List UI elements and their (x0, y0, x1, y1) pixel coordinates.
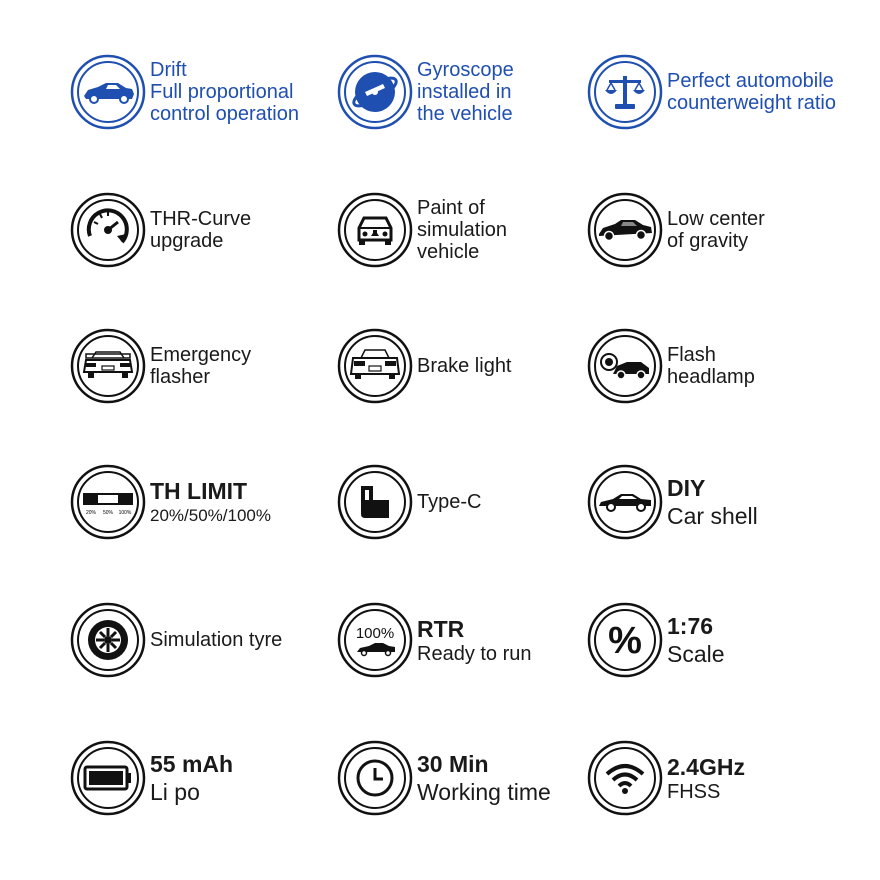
feature-headlamp (587, 326, 827, 406)
feature-emergency-flasher-text (150, 326, 251, 406)
feature-line: flasher (150, 366, 211, 388)
car-shell-icon (587, 464, 663, 540)
speedometer-icon (70, 192, 146, 268)
feature-battery-text (150, 738, 233, 818)
feature-frequency-text (667, 738, 745, 818)
gauge-label: 20% (85, 510, 97, 516)
battery-icon (70, 740, 146, 816)
feature-brake-light-text (417, 326, 512, 406)
feature-paint (337, 190, 577, 270)
feature-line: control operation (150, 103, 299, 125)
car-paint-icon (337, 192, 413, 268)
feature-rtr (337, 600, 577, 680)
feature-line: 2.4GHz (667, 754, 745, 780)
feature-type-c-text (417, 462, 481, 542)
usb-type-c-icon (337, 464, 413, 540)
gauge-label: 50% (102, 510, 114, 516)
feature-line: Type-C (417, 491, 482, 513)
feature-line: the vehicle (417, 103, 513, 125)
feature-line: Paint of (417, 197, 485, 219)
feature-line: Flash (667, 344, 716, 366)
feature-scale (587, 600, 827, 680)
gyroscope-icon (337, 54, 413, 130)
feature-line: headlamp (667, 366, 755, 388)
feature-type-c (337, 462, 577, 542)
feature-line: 55 mAh (150, 751, 234, 777)
feature-frequency (587, 738, 827, 818)
emergency-flasher-icon (70, 328, 146, 404)
wifi-signal-icon (587, 740, 663, 816)
feature-line: 20%/50%/100% (150, 506, 271, 525)
feature-line: FHSS (667, 781, 721, 803)
feature-line: Ready to run (417, 643, 532, 665)
feature-line: of gravity (667, 230, 749, 252)
feature-rtr-text (417, 600, 532, 680)
feature-line: Full proportional (150, 81, 294, 103)
feature-line: Scale (667, 641, 725, 667)
feature-drift-text (150, 52, 299, 132)
feature-working-time (337, 738, 587, 818)
feature-line: Drift (150, 59, 187, 81)
feature-drift (70, 52, 330, 132)
feature-scale-text (667, 600, 725, 680)
feature-thr-curve-text (150, 190, 251, 270)
rtr-icon (337, 602, 413, 678)
feature-line: Gyroscope (417, 59, 514, 81)
clock-icon (337, 740, 413, 816)
throttle-limit-icon (70, 464, 146, 540)
feature-battery (70, 738, 310, 818)
drift-car-icon (70, 54, 146, 130)
feature-counterweight (587, 52, 872, 132)
gauge-label: 100% (118, 510, 132, 516)
feature-line: 1:76 (667, 613, 714, 639)
balance-scale-icon (587, 54, 663, 130)
feature-line: upgrade (150, 230, 224, 252)
feature-line: THR-Curve (150, 208, 252, 230)
feature-th-limit-text (150, 462, 271, 542)
feature-line: RTR (417, 616, 465, 642)
feature-line: counterweight ratio (667, 92, 836, 114)
feature-brake-light (337, 326, 577, 406)
feature-gyroscope (337, 52, 577, 132)
feature-th-limit (70, 462, 310, 542)
feature-line: Emergency (150, 344, 252, 366)
feature-line: Li po (150, 779, 200, 805)
feature-thr-curve (70, 190, 310, 270)
feature-low-center-text (667, 190, 765, 270)
feature-emergency-flasher (70, 326, 310, 406)
feature-line: Low center (667, 208, 765, 230)
feature-gyroscope-text (417, 52, 514, 132)
feature-low-center (587, 190, 827, 270)
rtr-percent-label: 100% (355, 625, 395, 642)
feature-line: Car shell (667, 503, 758, 529)
feature-line: simulation (417, 219, 508, 241)
feature-line: 30 Min (417, 751, 489, 777)
feature-tyre (70, 600, 320, 680)
feature-working-time-text (417, 738, 551, 818)
feature-line: Working time (417, 779, 551, 805)
feature-car-shell-text (667, 462, 758, 542)
tyre-icon (70, 602, 146, 678)
feature-line: vehicle (417, 241, 480, 263)
feature-tyre-text (150, 600, 282, 680)
feature-line: installed in (417, 81, 512, 103)
low-car-icon (587, 192, 663, 268)
percent-scale-icon (587, 602, 663, 678)
feature-car-shell (587, 462, 827, 542)
feature-line: TH LIMIT (150, 478, 248, 504)
feature-line: Simulation tyre (150, 629, 283, 651)
feature-line: Perfect automobile (667, 70, 834, 92)
brake-light-icon (337, 328, 413, 404)
feature-line: DIY (667, 475, 706, 501)
feature-line: Brake light (417, 355, 512, 377)
feature-paint-text (417, 190, 507, 270)
headlamp-icon (587, 328, 663, 404)
feature-counterweight-text (667, 52, 836, 132)
feature-headlamp-text (667, 326, 755, 406)
percent-glyph: % (608, 620, 642, 662)
